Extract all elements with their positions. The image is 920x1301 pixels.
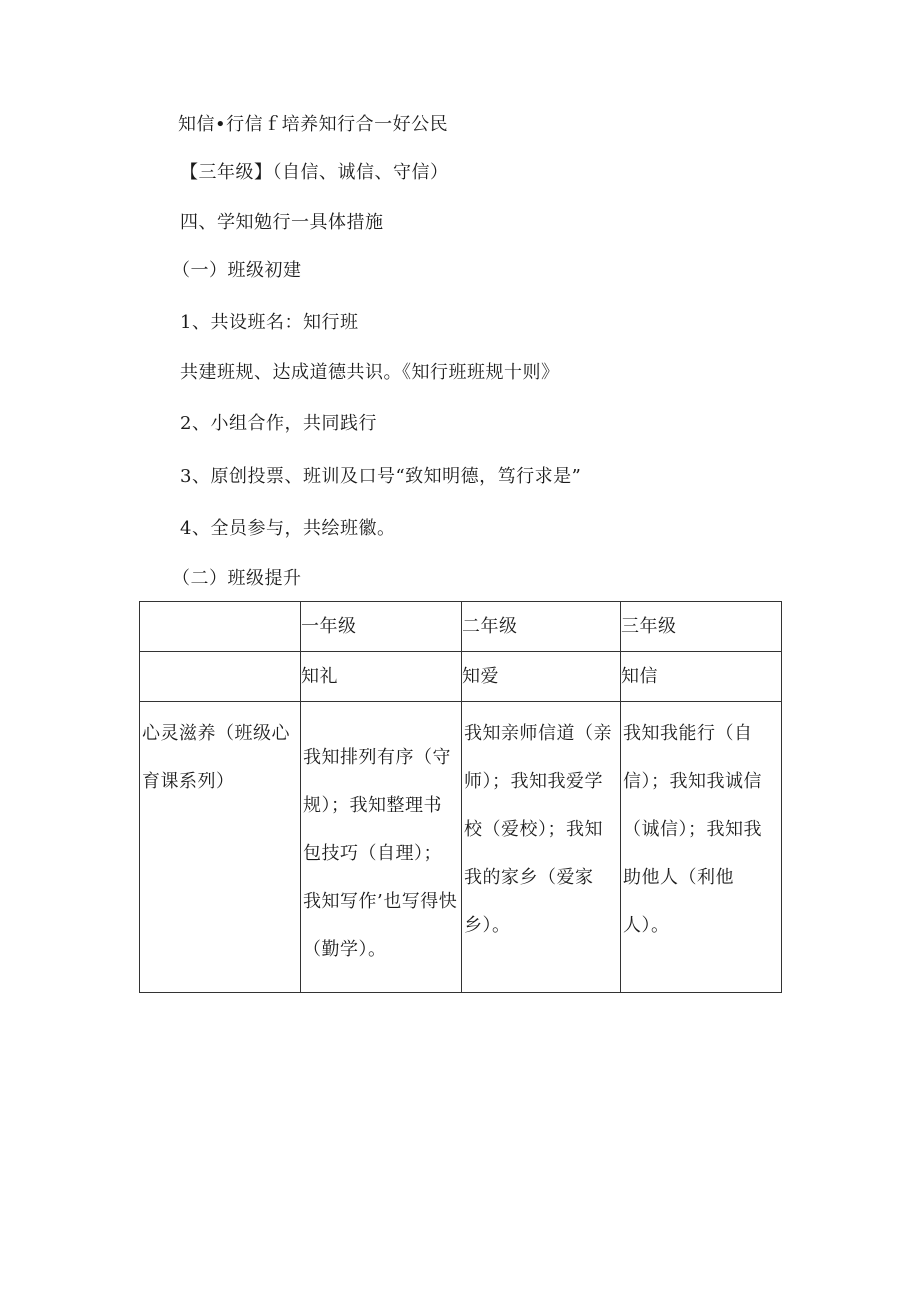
item-1: 1、共设班名：知行班 [180,312,359,333]
class-improvement-table [139,601,782,993]
grade2-content: 我知亲师信道（亲师）；我知我爱学校（爱校）；我知我的家乡（爱家乡）。 [464,723,612,936]
section-title-4: 四、学知勉行一具体措施 [180,212,384,233]
theme-cell-grade1: 知礼 [301,652,462,702]
item-3: 3、原创投票、班训及口号“致知明德，笃行求是” [180,466,582,487]
subsection-title-1: （一）班级初建 [172,260,302,281]
item-1-detail: 共建班规、达成道德共识。《知行班班规十则》 [180,362,560,383]
grade2-content-cell [462,702,621,993]
theme-cell-grade2: 知爱 [462,652,621,702]
grade1-content: 我知排列有序（守规）；我知整理书包技巧（自理）；我知写作’也写得快（勤学）。 [303,747,458,960]
row-label-cell [140,702,301,993]
theme-cell-grade3: 知信 [621,652,782,702]
grade3-content-cell [621,702,782,993]
table-header-row [140,602,782,652]
header-cell-grade1: 一年级 [301,602,462,652]
header-cell-empty [140,602,301,652]
table-row [140,702,782,993]
header-cell-grade3: 三年级 [621,602,782,652]
subsection-title-2: （二）班级提升 [172,568,302,589]
theme-cell-empty [140,652,301,702]
item-4: 4、全员参与，共绘班徽。 [180,518,396,539]
row-label: 心灵滋养（班级心育课系列） [142,723,290,792]
item-2: 2、小组合作，共同践行 [180,413,377,434]
table-theme-row [140,652,782,702]
heading-line-2: 【三年级】（自信、诚信、守信） [180,162,449,183]
grade1-content-cell [301,702,462,993]
grade3-content: 我知我能行（自信）；我知我诚信（诚信）；我知我助他人（利他人）。 [623,723,762,936]
header-cell-grade2: 二年级 [462,602,621,652]
heading-line-1: 知信•行信ｆ培养知行合一好公民 [178,114,449,135]
